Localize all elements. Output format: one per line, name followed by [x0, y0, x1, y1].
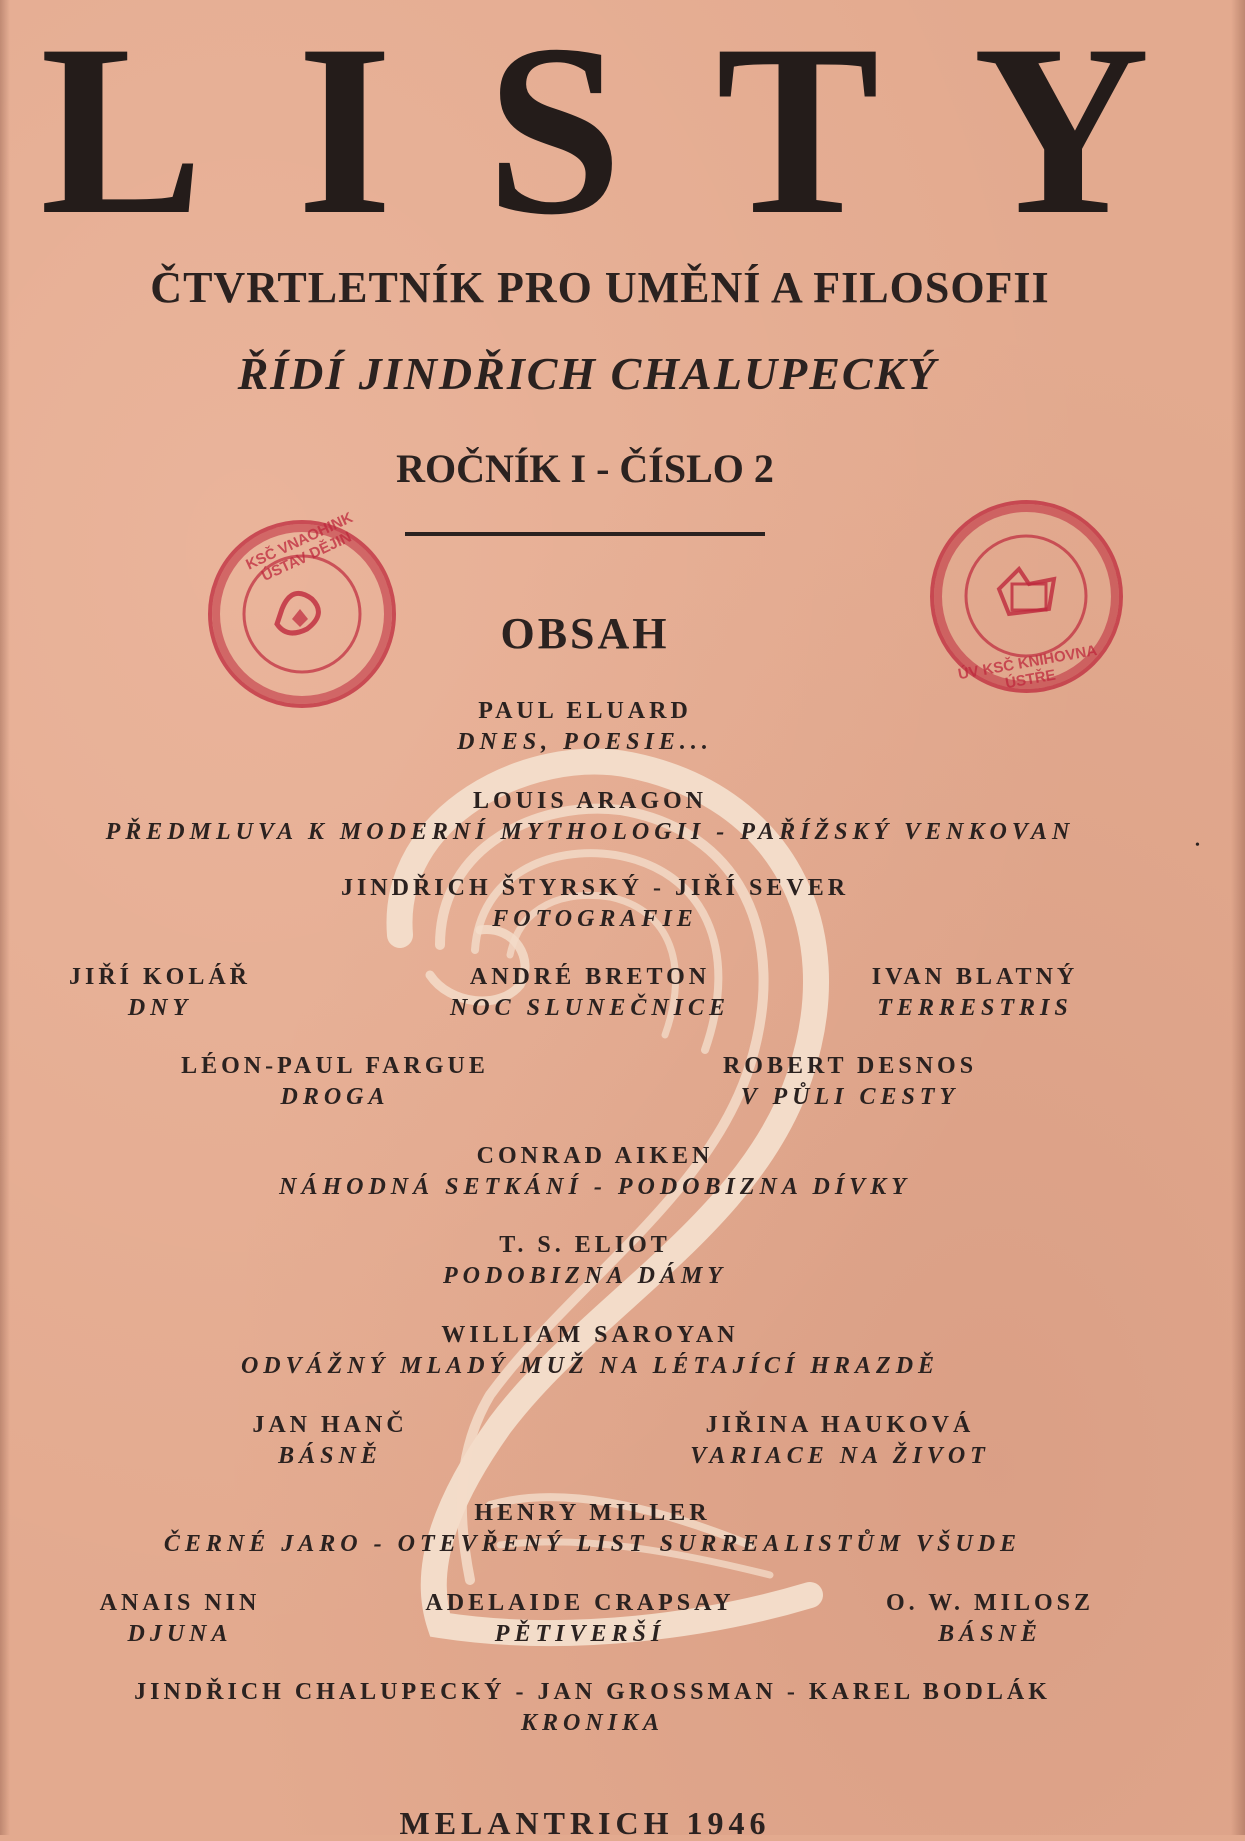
toc-author: HENRY MILLER [474, 1500, 711, 1526]
masthead-letter: I [297, 0, 393, 265]
toc-author: ROBERT DESNOS [722, 1053, 978, 1079]
toc-work: PŘEDMLUVA K MODERNÍ MYTHOLOGII - PAŘÍŽSKÝ VENKOVAN [105, 819, 1075, 845]
subtitle: ČTVRTLETNÍK PRO UMĚNÍ A FILOSOFII [150, 263, 1050, 312]
toc-author: LOUIS ARAGON [472, 788, 708, 814]
toc-entry [0, 1230, 1170, 1292]
toc-entry [400, 1588, 760, 1650]
paper-speck: • [1195, 838, 1200, 853]
toc-entry [0, 873, 1190, 935]
toc-work: PODOBIZNA DÁMY [442, 1263, 728, 1289]
masthead-letter: L [40, 0, 204, 265]
toc-work: DNY [127, 995, 193, 1021]
stamp-left-text: KSČ VNAOHINK ÚSTAV DĚJIN [243, 509, 356, 585]
toc-work: BÁSNĚ [938, 1621, 1042, 1647]
publisher-imprint: MELANTRICH 1946 [399, 1805, 771, 1841]
toc-entry [0, 1141, 1190, 1203]
toc-work: DNES, POESIE... [457, 729, 713, 755]
toc-work: VARIACE NA ŽIVOT [690, 1443, 990, 1469]
toc-work: DROGA [280, 1084, 390, 1110]
toc-author: LÉON-PAUL FARGUE [181, 1053, 489, 1079]
issue-line: ROČNÍK I - ČÍSLO 2 [396, 446, 774, 491]
toc-author: ANAIS NIN [99, 1590, 261, 1616]
toc-author: CONRAD AIKEN [476, 1143, 714, 1169]
toc-author: PAUL ELUARD [478, 698, 692, 724]
toc-author: O. W. MILOSZ [885, 1590, 1095, 1616]
toc-entry [80, 1588, 280, 1650]
toc-entry [660, 1410, 1020, 1472]
toc-author: T. S. ELIOT [499, 1232, 671, 1258]
toc-work: BÁSNĚ [278, 1443, 382, 1469]
toc-entry [0, 786, 1180, 848]
toc-work: FOTOGRAFIE [492, 906, 698, 932]
masthead-letter: S [486, 0, 623, 265]
toc-work: KRONIKA [520, 1710, 665, 1736]
toc-entry [420, 962, 760, 1024]
toc-work: V PŮLI CESTY [740, 1084, 960, 1110]
toc-author: ADELAIDE CRAPSAY [425, 1590, 735, 1616]
toc-entry [680, 1051, 1020, 1113]
toc-entry [870, 1588, 1110, 1650]
toc-entry [0, 1498, 1185, 1560]
toc-author: JIŘÍ KOLÁŘ [68, 964, 252, 990]
stamp-right-text: ÚV KSČ KNIHOVNA ÚSTŘE [956, 642, 1099, 693]
toc-work: ODVÁŽNÝ MLADÝ MUŽ NA LÉTAJÍCÍ HRAZDĚ [240, 1353, 940, 1379]
toc-entry [150, 1051, 520, 1113]
contents-heading: OBSAH [500, 609, 670, 658]
toc-author: JINDŘICH ŠTYRSKÝ - JIŘÍ SEVER [340, 875, 850, 901]
toc-entry [220, 1410, 440, 1472]
toc-author: JIŘINA HAUKOVÁ [705, 1412, 975, 1438]
toc-entry [60, 962, 260, 1024]
toc-entry [850, 962, 1100, 1024]
toc-entry [0, 1320, 1180, 1382]
masthead-letter: T [715, 0, 880, 265]
toc-author: ANDRÉ BRETON [469, 964, 711, 990]
toc-work: NOC SLUNEČNICE [449, 995, 731, 1021]
toc-entry [0, 696, 1170, 758]
toc-author: IVAN BLATNÝ [871, 964, 1079, 990]
toc-author: JAN HANČ [252, 1412, 408, 1438]
toc-author: JINDŘICH CHALUPECKÝ - JAN GROSSMAN - KAREL BODLÁK [134, 1679, 1051, 1705]
toc-work: PĚTIVERŠÍ [494, 1621, 666, 1647]
toc-work: ČERNÉ JARO - OTEVŘENÝ LIST SURREALISTŮM VŠUDE [163, 1531, 1022, 1557]
masthead-letter: Y [973, 0, 1150, 265]
toc-entry [0, 1677, 1185, 1739]
editor-line: ŘÍDÍ JINDŘICH CHALUPECKÝ [237, 348, 938, 399]
toc-author: WILLIAM SAROYAN [441, 1322, 739, 1348]
toc-work: NÁHODNÁ SETKÁNÍ - PODOBIZNA DÍVKY [279, 1174, 911, 1200]
toc-work: DJUNA [127, 1621, 233, 1647]
toc-work: TERRESTRIS [877, 995, 1073, 1021]
